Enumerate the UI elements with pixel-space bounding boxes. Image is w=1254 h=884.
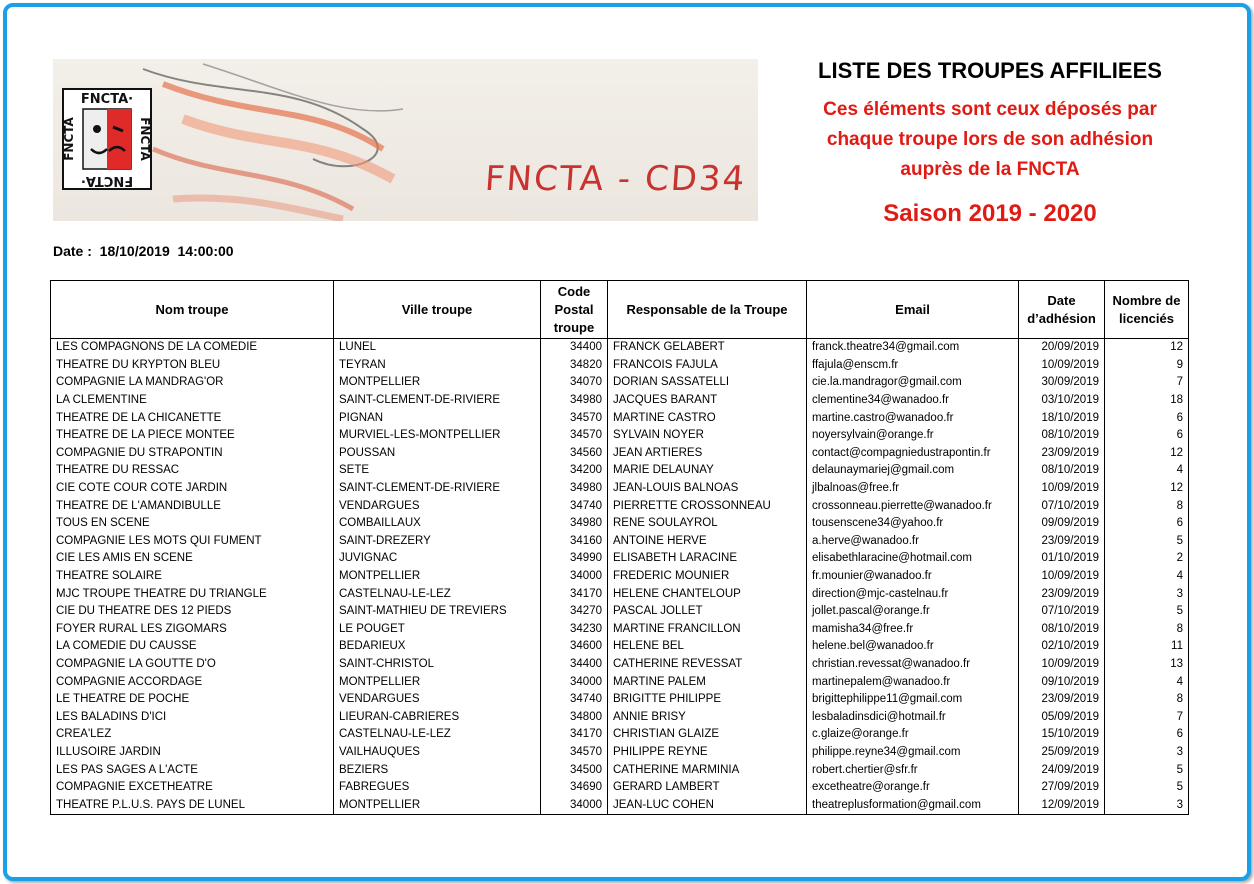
date-adhesion-cell: 08/10/2019: [1019, 462, 1105, 480]
nombre-licencies-cell: 8: [1105, 621, 1189, 639]
nombre-licencies-cell: 11: [1105, 638, 1189, 656]
code-postal-cell: 34740: [541, 497, 608, 515]
email-cell: helene.bel@wanadoo.fr: [807, 638, 1019, 656]
code-postal-cell: 34800: [541, 708, 608, 726]
table-header-row: [51, 281, 1189, 339]
date-adhesion-cell: 12/09/2019: [1019, 796, 1105, 814]
nom-troupe-cell: THEATRE DU RESSAC: [51, 462, 334, 480]
nombre-licencies-cell: 5: [1105, 779, 1189, 797]
code-postal-cell: 34160: [541, 533, 608, 551]
code-postal-cell: 34070: [541, 374, 608, 392]
nombre-licencies-cell: 6: [1105, 427, 1189, 445]
responsable-cell: JACQUES BARANT: [608, 392, 807, 410]
nom-troupe-cell: LES COMPAGNONS DE LA COMEDIE: [51, 339, 334, 357]
email-cell: delaunaymariej@gmail.com: [807, 462, 1019, 480]
code-postal-cell: 34400: [541, 656, 608, 674]
email-cell: direction@mjc-castelnau.fr: [807, 585, 1019, 603]
responsable-cell: JEAN-LUC COHEN: [608, 796, 807, 814]
code-postal-cell: 34400: [541, 339, 608, 357]
responsable-cell: CATHERINE REVESSAT: [608, 656, 807, 674]
nom-troupe-cell: COMPAGNIE LA MANDRAG'OR: [51, 374, 334, 392]
troupes-table: [50, 280, 1189, 815]
note-line: auprès de la FNCTA: [900, 159, 1080, 180]
ville-cell: SAINT-CLEMENT-DE-RIVIERE: [334, 480, 541, 498]
email-cell: franck.theatre34@gmail.com: [807, 339, 1019, 357]
nombre-licencies-cell: 9: [1105, 357, 1189, 375]
date-adhesion-cell: 03/10/2019: [1019, 392, 1105, 410]
email-cell: jollet.pascal@orange.fr: [807, 603, 1019, 621]
code-postal-cell: 34200: [541, 462, 608, 480]
table-row: [51, 673, 1189, 691]
responsable-cell: SYLVAIN NOYER: [608, 427, 807, 445]
ville-cell: TEYRAN: [334, 357, 541, 375]
svg-text:FNCTA·: FNCTA·: [80, 92, 134, 107]
date-adhesion-cell: 08/10/2019: [1019, 621, 1105, 639]
nombre-licencies-cell: 12: [1105, 480, 1189, 498]
ville-cell: LUNEL: [334, 339, 541, 357]
ville-cell: BEZIERS: [334, 761, 541, 779]
svg-text:FNCTA: FNCTA: [138, 117, 152, 161]
email-cell: contact@compagniedustrapontin.fr: [807, 445, 1019, 463]
document-title: LISTE DES TROUPES AFFILIEES: [818, 58, 1162, 83]
code-postal-cell: 34980: [541, 515, 608, 533]
nombre-licencies-cell: 3: [1105, 744, 1189, 762]
code-postal-cell: 34000: [541, 796, 608, 814]
code-postal-cell: 34980: [541, 480, 608, 498]
nom-troupe-cell: COMPAGNIE LA GOUTTE D'O: [51, 656, 334, 674]
table-row: [51, 726, 1189, 744]
nom-troupe-cell: LES BALADINS D'ICI: [51, 708, 334, 726]
fncta-logo: [61, 87, 153, 191]
code-postal-cell: 34600: [541, 638, 608, 656]
ville-cell: MURVIEL-LES-MONTPELLIER: [334, 427, 541, 445]
nombre-licencies-cell: 6: [1105, 409, 1189, 427]
nombre-licencies-cell: 2: [1105, 550, 1189, 568]
ville-cell: LE POUGET: [334, 621, 541, 639]
nombre-licencies-cell: 18: [1105, 392, 1189, 410]
code-postal-cell: 34270: [541, 603, 608, 621]
ville-cell: COMBAILLAUX: [334, 515, 541, 533]
ville-cell: LIEURAN-CABRIERES: [334, 708, 541, 726]
nombre-licencies-cell: 12: [1105, 445, 1189, 463]
responsable-cell: PHILIPPE REYNE: [608, 744, 807, 762]
code-postal-cell: 34740: [541, 691, 608, 709]
nombre-licencies-cell: 13: [1105, 656, 1189, 674]
nom-troupe-cell: THEATRE DE LA CHICANETTE: [51, 409, 334, 427]
date-adhesion-cell: 02/10/2019: [1019, 638, 1105, 656]
table-row: [51, 427, 1189, 445]
ville-cell: FABREGUES: [334, 779, 541, 797]
column-header-ville: Ville troupe: [334, 281, 541, 339]
ville-cell: SAINT-MATHIEU DE TREVIERS: [334, 603, 541, 621]
responsable-cell: MARTINE PALEM: [608, 673, 807, 691]
nom-troupe-cell: ILLUSOIRE JARDIN: [51, 744, 334, 762]
ville-cell: VAILHAUQUES: [334, 744, 541, 762]
column-header-nombre-licencies: Nombre de licenciés: [1105, 281, 1189, 339]
table-row: [51, 497, 1189, 515]
table-row: [51, 585, 1189, 603]
nombre-licencies-cell: 8: [1105, 691, 1189, 709]
responsable-cell: ANTOINE HERVE: [608, 533, 807, 551]
responsable-cell: PIERRETTE CROSSONNEAU: [608, 497, 807, 515]
table-row: [51, 796, 1189, 814]
table-row: [51, 392, 1189, 410]
table-row: [51, 779, 1189, 797]
responsable-cell: FREDERIC MOUNIER: [608, 568, 807, 586]
date-adhesion-cell: 24/09/2019: [1019, 761, 1105, 779]
date-adhesion-cell: 08/10/2019: [1019, 427, 1105, 445]
code-postal-cell: 34500: [541, 761, 608, 779]
date-adhesion-cell: 15/10/2019: [1019, 726, 1105, 744]
ville-cell: PIGNAN: [334, 409, 541, 427]
code-postal-cell: 34990: [541, 550, 608, 568]
nom-troupe-cell: CREA'LEZ: [51, 726, 334, 744]
date-line: Date : 18/10/2019 14:00:00: [53, 243, 234, 259]
ville-cell: SETE: [334, 462, 541, 480]
date-adhesion-cell: 09/10/2019: [1019, 673, 1105, 691]
responsable-cell: FRANCOIS FAJULA: [608, 357, 807, 375]
table-row: [51, 462, 1189, 480]
nom-troupe-cell: LES PAS SAGES A L'ACTE: [51, 761, 334, 779]
nom-troupe-cell: LA CLEMENTINE: [51, 392, 334, 410]
ville-cell: CASTELNAU-LE-LEZ: [334, 726, 541, 744]
table-row: [51, 480, 1189, 498]
email-cell: jlbalnoas@free.fr: [807, 480, 1019, 498]
table-row: [51, 603, 1189, 621]
table-row: [51, 656, 1189, 674]
ville-cell: CASTELNAU-LE-LEZ: [334, 585, 541, 603]
svg-text:FNCTA: FNCTA: [62, 117, 76, 161]
svg-text:FNCTA·: FNCTA·: [80, 173, 134, 188]
email-cell: theatreplusformation@gmail.com: [807, 796, 1019, 814]
email-cell: christian.revessat@wanadoo.fr: [807, 656, 1019, 674]
code-postal-cell: 34820: [541, 357, 608, 375]
date-adhesion-cell: 07/10/2019: [1019, 497, 1105, 515]
ville-cell: SAINT-CHRISTOL: [334, 656, 541, 674]
ville-cell: SAINT-CLEMENT-DE-RIVIERE: [334, 392, 541, 410]
nom-troupe-cell: MJC TROUPE THEATRE DU TRIANGLE: [51, 585, 334, 603]
nom-troupe-cell: LA COMEDIE DU CAUSSE: [51, 638, 334, 656]
date-adhesion-cell: 05/09/2019: [1019, 708, 1105, 726]
nombre-licencies-cell: 7: [1105, 708, 1189, 726]
nombre-licencies-cell: 6: [1105, 726, 1189, 744]
responsable-cell: PASCAL JOLLET: [608, 603, 807, 621]
nombre-licencies-cell: 7: [1105, 374, 1189, 392]
nom-troupe-cell: TOUS EN SCENE: [51, 515, 334, 533]
responsable-cell: DORIAN SASSATELLI: [608, 374, 807, 392]
table-row: [51, 744, 1189, 762]
nom-troupe-cell: FOYER RURAL LES ZIGOMARS: [51, 621, 334, 639]
table-row: [51, 339, 1189, 357]
season-label: Saison 2019 - 2020: [883, 200, 1097, 227]
responsable-cell: HELENE CHANTELOUP: [608, 585, 807, 603]
email-cell: fr.mounier@wanadoo.fr: [807, 568, 1019, 586]
email-cell: mamisha34@free.fr: [807, 621, 1019, 639]
nombre-licencies-cell: 8: [1105, 497, 1189, 515]
table-row: [51, 374, 1189, 392]
note-line: Ces éléments sont ceux déposés par: [823, 99, 1157, 120]
responsable-cell: ANNIE BRISY: [608, 708, 807, 726]
ville-cell: MONTPELLIER: [334, 568, 541, 586]
date-adhesion-cell: 09/09/2019: [1019, 515, 1105, 533]
date-adhesion-cell: 07/10/2019: [1019, 603, 1105, 621]
nom-troupe-cell: CIE LES AMIS EN SCENE: [51, 550, 334, 568]
column-header-nom: Nom troupe: [51, 281, 334, 339]
nombre-licencies-cell: 6: [1105, 515, 1189, 533]
nombre-licencies-cell: 5: [1105, 533, 1189, 551]
table-row: [51, 409, 1189, 427]
nom-troupe-cell: THEATRE DE LA PIECE MONTEE: [51, 427, 334, 445]
email-cell: excetheatre@orange.fr: [807, 779, 1019, 797]
email-cell: brigittephilippe11@gmail.com: [807, 691, 1019, 709]
date-adhesion-cell: 23/09/2019: [1019, 445, 1105, 463]
table-row: [51, 568, 1189, 586]
date-adhesion-cell: 23/09/2019: [1019, 691, 1105, 709]
nom-troupe-cell: COMPAGNIE EXCETHEATRE: [51, 779, 334, 797]
table-row: [51, 691, 1189, 709]
table-row: [51, 357, 1189, 375]
nombre-licencies-cell: 3: [1105, 796, 1189, 814]
responsable-cell: HELENE BEL: [608, 638, 807, 656]
responsable-cell: FRANCK GELABERT: [608, 339, 807, 357]
nombre-licencies-cell: 5: [1105, 603, 1189, 621]
ville-cell: MONTPELLIER: [334, 796, 541, 814]
column-header-date-adhesion: Date d’adhésion: [1019, 281, 1105, 339]
code-postal-cell: 34000: [541, 568, 608, 586]
code-postal-cell: 34690: [541, 779, 608, 797]
code-postal-cell: 34000: [541, 673, 608, 691]
responsable-cell: MARTINE FRANCILLON: [608, 621, 807, 639]
ville-cell: POUSSAN: [334, 445, 541, 463]
column-header-responsable: Responsable de la Troupe: [608, 281, 807, 339]
code-postal-cell: 34170: [541, 726, 608, 744]
nom-troupe-cell: THEATRE DE L'AMANDIBULLE: [51, 497, 334, 515]
nombre-licencies-cell: 4: [1105, 568, 1189, 586]
code-postal-cell: 34570: [541, 744, 608, 762]
nom-troupe-cell: COMPAGNIE ACCORDAGE: [51, 673, 334, 691]
nombre-licencies-cell: 12: [1105, 339, 1189, 357]
date-adhesion-cell: 27/09/2019: [1019, 779, 1105, 797]
nom-troupe-cell: THEATRE DU KRYPTON BLEU: [51, 357, 334, 375]
responsable-cell: MARTINE CASTRO: [608, 409, 807, 427]
nombre-licencies-cell: 4: [1105, 673, 1189, 691]
email-cell: tousenscene34@yahoo.fr: [807, 515, 1019, 533]
nombre-licencies-cell: 4: [1105, 462, 1189, 480]
date-adhesion-cell: 10/09/2019: [1019, 480, 1105, 498]
responsable-cell: GERARD LAMBERT: [608, 779, 807, 797]
ville-cell: JUVIGNAC: [334, 550, 541, 568]
date-adhesion-cell: 10/09/2019: [1019, 568, 1105, 586]
table-row: [51, 515, 1189, 533]
responsable-cell: JEAN-LOUIS BALNOAS: [608, 480, 807, 498]
responsable-cell: JEAN ARTIERES: [608, 445, 807, 463]
email-cell: crossonneau.pierrette@wanadoo.fr: [807, 497, 1019, 515]
ville-cell: VENDARGUES: [334, 691, 541, 709]
table-row: [51, 550, 1189, 568]
note-line: chaque troupe lors de son adhésion: [826, 129, 1154, 150]
date-adhesion-cell: 25/09/2019: [1019, 744, 1105, 762]
email-cell: clementine34@wanadoo.fr: [807, 392, 1019, 410]
table-row: [51, 533, 1189, 551]
table-row: [51, 761, 1189, 779]
date-adhesion-cell: 20/09/2019: [1019, 339, 1105, 357]
ville-cell: MONTPELLIER: [334, 374, 541, 392]
nom-troupe-cell: THEATRE P.L.U.S. PAYS DE LUNEL: [51, 796, 334, 814]
date-adhesion-cell: 01/10/2019: [1019, 550, 1105, 568]
document-note: [780, 95, 1200, 185]
header-banner: [53, 59, 758, 221]
email-cell: elisabethlaracine@hotmail.com: [807, 550, 1019, 568]
date-adhesion-cell: 23/09/2019: [1019, 533, 1105, 551]
ville-cell: BEDARIEUX: [334, 638, 541, 656]
email-cell: martine.castro@wanadoo.fr: [807, 409, 1019, 427]
nom-troupe-cell: LE THEATRE DE POCHE: [51, 691, 334, 709]
ville-cell: VENDARGUES: [334, 497, 541, 515]
nombre-licencies-cell: 5: [1105, 761, 1189, 779]
date-adhesion-cell: 18/10/2019: [1019, 409, 1105, 427]
email-cell: robert.chertier@sfr.fr: [807, 761, 1019, 779]
nom-troupe-cell: THEATRE SOLAIRE: [51, 568, 334, 586]
email-cell: martinepalem@wanadoo.fr: [807, 673, 1019, 691]
table-row: [51, 638, 1189, 656]
email-cell: a.herve@wanadoo.fr: [807, 533, 1019, 551]
nom-troupe-cell: COMPAGNIE DU STRAPONTIN: [51, 445, 334, 463]
date-adhesion-cell: 10/09/2019: [1019, 357, 1105, 375]
nom-troupe-cell: CIE DU THEATRE DES 12 PIEDS: [51, 603, 334, 621]
code-postal-cell: 34230: [541, 621, 608, 639]
date-adhesion-cell: 23/09/2019: [1019, 585, 1105, 603]
date-adhesion-cell: 10/09/2019: [1019, 656, 1105, 674]
nom-troupe-cell: CIE COTE COUR COTE JARDIN: [51, 480, 334, 498]
email-cell: c.glaize@orange.fr: [807, 726, 1019, 744]
code-postal-cell: 34560: [541, 445, 608, 463]
email-cell: philippe.reyne34@gmail.com: [807, 744, 1019, 762]
responsable-cell: ELISABETH LARACINE: [608, 550, 807, 568]
column-header-code-postal: Code Postal troupe: [541, 281, 608, 339]
ville-cell: SAINT-DREZERY: [334, 533, 541, 551]
responsable-cell: CHRISTIAN GLAIZE: [608, 726, 807, 744]
email-cell: ffajula@enscm.fr: [807, 357, 1019, 375]
responsable-cell: RENE SOULAYROL: [608, 515, 807, 533]
email-cell: cie.la.mandragor@gmail.com: [807, 374, 1019, 392]
code-postal-cell: 34570: [541, 409, 608, 427]
email-cell: noyersylvain@orange.fr: [807, 427, 1019, 445]
responsable-cell: CATHERINE MARMINIA: [608, 761, 807, 779]
code-postal-cell: 34570: [541, 427, 608, 445]
email-cell: lesbaladinsdici@hotmail.fr: [807, 708, 1019, 726]
ville-cell: MONTPELLIER: [334, 673, 541, 691]
responsable-cell: BRIGITTE PHILIPPE: [608, 691, 807, 709]
column-header-email: Email: [807, 281, 1019, 339]
nom-troupe-cell: COMPAGNIE LES MOTS QUI FUMENT: [51, 533, 334, 551]
code-postal-cell: 34170: [541, 585, 608, 603]
table-row: [51, 445, 1189, 463]
nombre-licencies-cell: 3: [1105, 585, 1189, 603]
date-adhesion-cell: 30/09/2019: [1019, 374, 1105, 392]
banner-title: FNCTA - CD34: [483, 159, 748, 199]
table-row: [51, 708, 1189, 726]
code-postal-cell: 34980: [541, 392, 608, 410]
responsable-cell: MARIE DELAUNAY: [608, 462, 807, 480]
table-row: [51, 621, 1189, 639]
